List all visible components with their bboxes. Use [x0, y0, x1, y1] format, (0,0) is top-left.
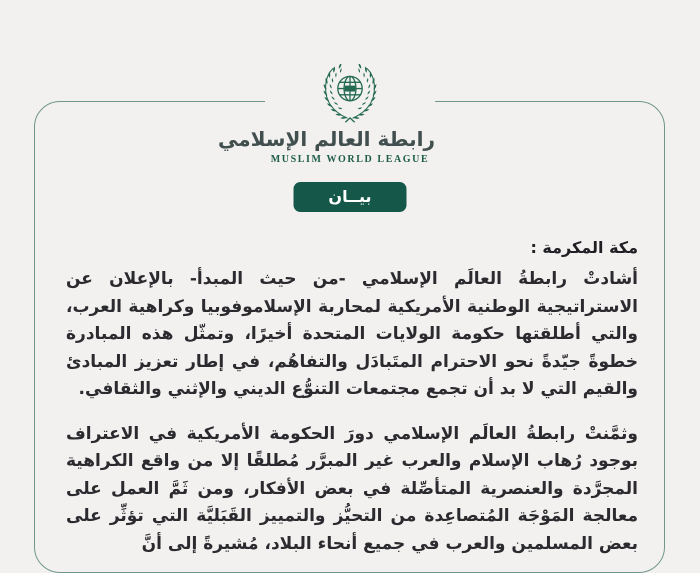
organization-name-arabic: رابطة العالم الإسلامي	[218, 127, 435, 151]
location-heading: مكة المكرمة :	[530, 238, 638, 257]
statement-paragraph-1: أشادتْ رابطةُ العالَم الإسلامي -من حيث المبدأ- بالإعلان عن الاستراتيجية الوطنية الأمريكية لمحاربة الإسلاموفوبيا وكراهية العرب، والتي أطلقتها حكومة الولايات المتحدة أخيرًا، وتمثّل هذه المبادرة خطوةً جيّدةً نحو الاحترام المتَبادَل والتفاهُم، في إطار تعزيز المبادئ والقيم التي لا بد أن تجمع مجتمعات التنوُّع الديني والإثني والثقافي.	[66, 269, 638, 399]
organization-name-english: MUSLIM WORLD LEAGUE	[270, 154, 430, 165]
statement-body	[66, 238, 638, 558]
muslim-world-league-emblem-icon	[317, 64, 383, 125]
statement-paragraph-2: وثمَّنتْ رابطةُ العالَم الإسلامي دورَ الحكومة الأمريكية في الاعتراف بوجود رُهاب الإسلام والعرب غير المبرَّر مُطلقًا إلا من واقع الكراهية المجرَّدة والعنصرية المتأصِّلة في بعض الأفكار، ومن ثَمَّ العمل على معالجة المَوْجَة المُتصاعِدة من التحيُّز والتمييز القَبَليَّة التي تؤثِّر على بعض المسلمين والعرب في جميع أنحاء البلاد، مُشيرةً إلى أنَّ	[66, 423, 638, 554]
statement-banner: بيــان	[294, 182, 407, 212]
letterhead	[218, 64, 435, 167]
